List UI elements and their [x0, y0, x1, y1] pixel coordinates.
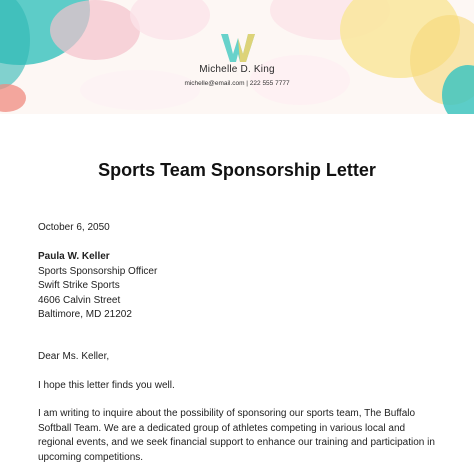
recipient-address	[38, 250, 438, 323]
letterhead	[0, 0, 474, 114]
salutation: Dear Ms. Keller,	[38, 351, 110, 362]
logo-icon	[218, 30, 258, 64]
recipient-name: Paula W. Keller	[38, 251, 110, 262]
sender-name: Michelle D. King	[199, 64, 275, 75]
recipient-city: Baltimore, MD 21202	[38, 309, 132, 320]
sender-contact: michelle@email.com | 222 555 7777	[184, 80, 290, 87]
letter-date: October 6, 2050	[38, 222, 110, 233]
recipient-title: Sports Sponsorship Officer	[38, 265, 158, 277]
recipient-street: 4606 Calvin Street	[38, 294, 121, 306]
recipient-company: Swift Strike Sports	[38, 280, 120, 291]
paragraph: I hope this letter finds you well.	[38, 380, 175, 391]
paragraph: I am writing to inquire about the possibility of sponsoring our sports team, The Buffalo Softball Team. We are a dedicated group of athletes competing in various local and regional events, and we seek financial support to enhance our training and participation in upcoming competitions.	[38, 408, 435, 463]
letter-title: Sports Team Sponsorship Letter	[98, 160, 376, 180]
